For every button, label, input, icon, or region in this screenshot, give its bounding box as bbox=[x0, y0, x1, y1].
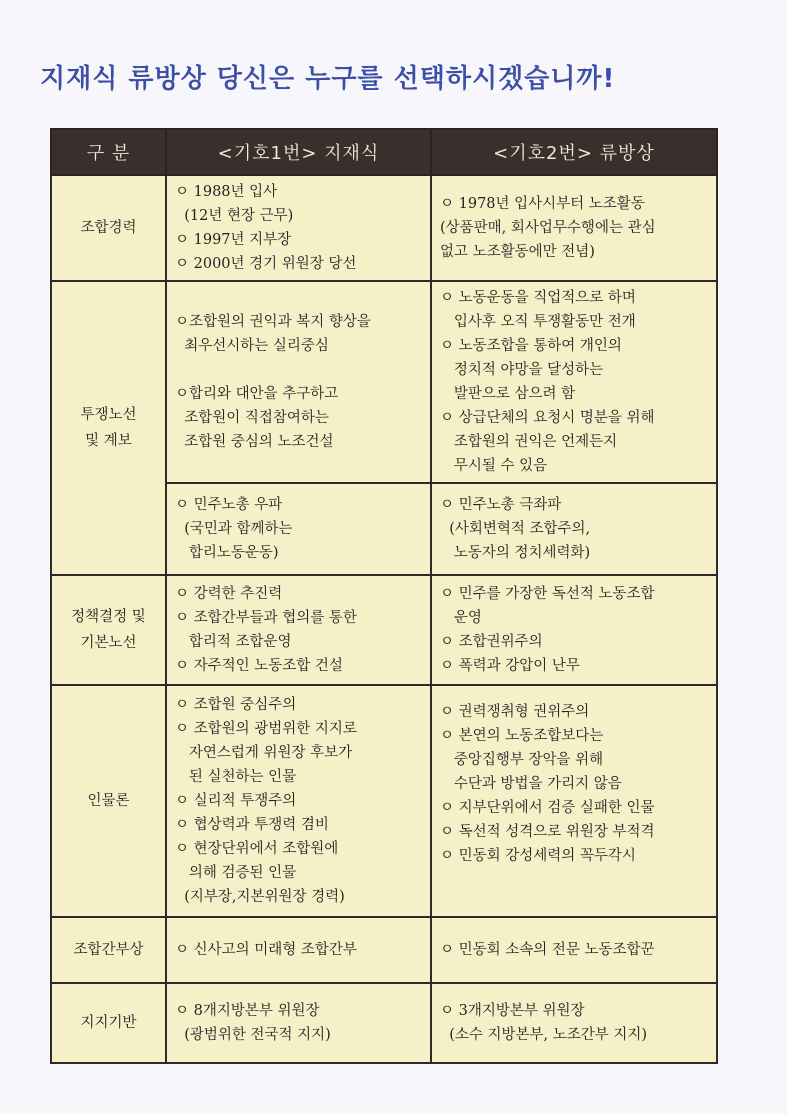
cell-line: ㅇ 본연의 노동조합보다는 bbox=[440, 728, 604, 744]
cell-line: 조합원 중심의 노조건설 bbox=[175, 434, 334, 450]
candidate-1-cell bbox=[166, 175, 431, 281]
candidate-2-cell bbox=[431, 175, 717, 281]
cell-line: ㅇ 상급단체의 요청시 명분을 위해 bbox=[440, 410, 655, 426]
cell-line: ㅇ 지부단위에서 검증 실패한 인물 bbox=[440, 800, 655, 816]
row-policy-decision bbox=[51, 575, 717, 685]
candidate-2-cell bbox=[431, 281, 717, 483]
cell-line: 자연스럽게 위원장 후보가 bbox=[175, 745, 353, 761]
row-support-base bbox=[51, 983, 717, 1063]
cell-line: ㅇ 민동회 강성세력의 꼭두각시 bbox=[440, 848, 636, 864]
candidate-2-cell bbox=[431, 575, 717, 685]
cell-line: ㅇ 조합원 중심주의 bbox=[175, 697, 297, 713]
row-label bbox=[51, 983, 166, 1063]
candidate-1-cell bbox=[166, 983, 431, 1063]
cell-line: ㅇ 노동조합을 통하여 개인의 bbox=[440, 338, 622, 354]
cell-line: 정치적 야망을 달성하는 bbox=[440, 362, 604, 378]
cell-line: 중앙집행부 장악을 위해 bbox=[440, 752, 604, 768]
cell-line: (국민과 함께하는 bbox=[175, 521, 293, 537]
candidate-1-cell bbox=[166, 917, 431, 983]
cell-line: ㅇ합리와 대안을 추구하고 bbox=[175, 386, 339, 402]
cell-line: ㅇ 폭력과 강압이 난무 bbox=[440, 658, 580, 674]
cell-line: 조합원이 직접참여하는 bbox=[175, 410, 329, 426]
row-label bbox=[51, 175, 166, 281]
candidate-1-cell bbox=[166, 281, 431, 483]
cell-line: (광범위한 전국적 지지) bbox=[175, 1027, 331, 1043]
cell-line: 합리노동운동) bbox=[175, 545, 279, 561]
cell-line: ㅇ 조합원의 광범위한 지지로 bbox=[175, 721, 357, 737]
cell-line: ㅇ 3개지방본부 위원장 bbox=[440, 1003, 585, 1019]
candidate-2-cell bbox=[431, 917, 717, 983]
header-category: 구 분 bbox=[51, 129, 166, 175]
cell-line: ㅇ 노동운동을 직업적으로 하며 bbox=[440, 290, 636, 306]
row-character bbox=[51, 685, 717, 917]
cell-line: 합리적 조합운영 bbox=[175, 634, 292, 650]
cell-line: 조합원의 권익은 언제든지 bbox=[440, 434, 618, 450]
cell-line: 최우선시하는 실리중심 bbox=[175, 338, 329, 354]
row-label bbox=[51, 685, 166, 917]
row-label-line: 인물론 bbox=[87, 793, 130, 809]
cell-line: ㅇ 조합간부들과 협의를 통한 bbox=[175, 610, 357, 626]
row-label-line: 조합간부상 bbox=[73, 942, 144, 958]
row-label-line: 지지기반 bbox=[80, 1015, 137, 1031]
comparison-table bbox=[50, 128, 718, 1064]
row-label-line: 및 계보 bbox=[85, 433, 132, 449]
cell-line: ㅇ 2000년 경기 위원장 당선 bbox=[175, 256, 357, 272]
candidate-1-cell bbox=[166, 685, 431, 917]
cell-line: ㅇ 자주적인 노동조합 건설 bbox=[175, 658, 343, 674]
candidate-1-cell bbox=[166, 483, 431, 575]
row-label-line: 투쟁노선 bbox=[80, 407, 137, 423]
row-label-line: 기본노선 bbox=[80, 635, 137, 651]
row-label bbox=[51, 281, 166, 575]
cell-line: ㅇ 신사고의 미래형 조합간부 bbox=[175, 942, 357, 958]
cell-line: 노동자의 정치세력화) bbox=[440, 545, 591, 561]
row-struggle-line bbox=[51, 281, 717, 483]
cell-line: ㅇ 민동회 소속의 전문 노동조합꾼 bbox=[440, 942, 655, 958]
cell-line: ㅇ 협상력과 투쟁력 겸비 bbox=[175, 817, 329, 833]
cell-line: 된 실천하는 인물 bbox=[175, 769, 297, 785]
candidate-1-cell bbox=[166, 575, 431, 685]
row-cadre-image bbox=[51, 917, 717, 983]
row-label-line: 정책결정 및 bbox=[71, 609, 146, 625]
cell-line: (소수 지방본부, 노조간부 지지) bbox=[440, 1027, 648, 1043]
cell-line: 무시될 수 있음 bbox=[440, 458, 548, 474]
cell-line: ㅇ 민주노총 우파 bbox=[175, 497, 283, 513]
cell-line: ㅇ 민주를 가장한 독선적 노동조합 bbox=[440, 586, 655, 602]
cell-spacer bbox=[175, 358, 424, 382]
cell-line: 의해 검증된 인물 bbox=[175, 865, 297, 881]
cell-line: 입사후 오직 투쟁활동만 전개 bbox=[440, 314, 636, 330]
candidate-2-cell bbox=[431, 483, 717, 575]
cell-line: ㅇ 1988년 입사 bbox=[175, 184, 278, 200]
cell-line: (12년 현장 근무) bbox=[175, 208, 294, 224]
cell-line: (사회변혁적 조합주의, bbox=[440, 521, 591, 537]
cell-line: ㅇ 1978년 입사시부터 노조활동 bbox=[440, 196, 645, 212]
cell-line: ㅇ 권력쟁취형 권위주의 bbox=[440, 704, 590, 720]
cell-line: ㅇ 현장단위에서 조합원에 bbox=[175, 841, 339, 857]
cell-line: ㅇ 강력한 추진력 bbox=[175, 586, 283, 602]
row-union-career bbox=[51, 175, 717, 281]
cell-line: ㅇ 8개지방본부 위원장 bbox=[175, 1003, 320, 1019]
cell-line: ㅇ 독선적 성격으로 위원장 부적격 bbox=[440, 824, 655, 840]
cell-line: 수단과 방법을 가리지 않음 bbox=[440, 776, 622, 792]
table-header-row bbox=[51, 129, 717, 175]
cell-line: 운영 bbox=[440, 610, 482, 626]
cell-line: ㅇ 1997년 지부장 bbox=[175, 232, 292, 248]
cell-line: ㅇ 민주노총 극좌파 bbox=[440, 497, 562, 513]
row-label bbox=[51, 575, 166, 685]
header-candidate-2: <기호2번> 류방상 bbox=[431, 129, 717, 175]
page-title: 지재식 류방상 당신은 누구를 선택하시겠습니까! bbox=[40, 64, 616, 94]
row-label-line: 조합경력 bbox=[80, 220, 137, 236]
candidate-2-cell bbox=[431, 685, 717, 917]
row-label bbox=[51, 917, 166, 983]
header-candidate-1: <기호1번> 지재식 bbox=[166, 129, 431, 175]
cell-line: 없고 노조활동에만 전념) bbox=[440, 244, 595, 260]
cell-line: ㅇ 조합권위주의 bbox=[440, 634, 543, 650]
candidate-2-cell bbox=[431, 983, 717, 1063]
cell-line: (상품판매, 회사업무수행에는 관심 bbox=[440, 220, 656, 236]
cell-line: (지부장,지본위원장 경력) bbox=[175, 889, 345, 905]
cell-line: ㅇ조합원의 권익과 복지 향상을 bbox=[175, 314, 371, 330]
cell-line: ㅇ 실리적 투쟁주의 bbox=[175, 793, 297, 809]
cell-line: 발판으로 삼으려 함 bbox=[440, 386, 576, 402]
